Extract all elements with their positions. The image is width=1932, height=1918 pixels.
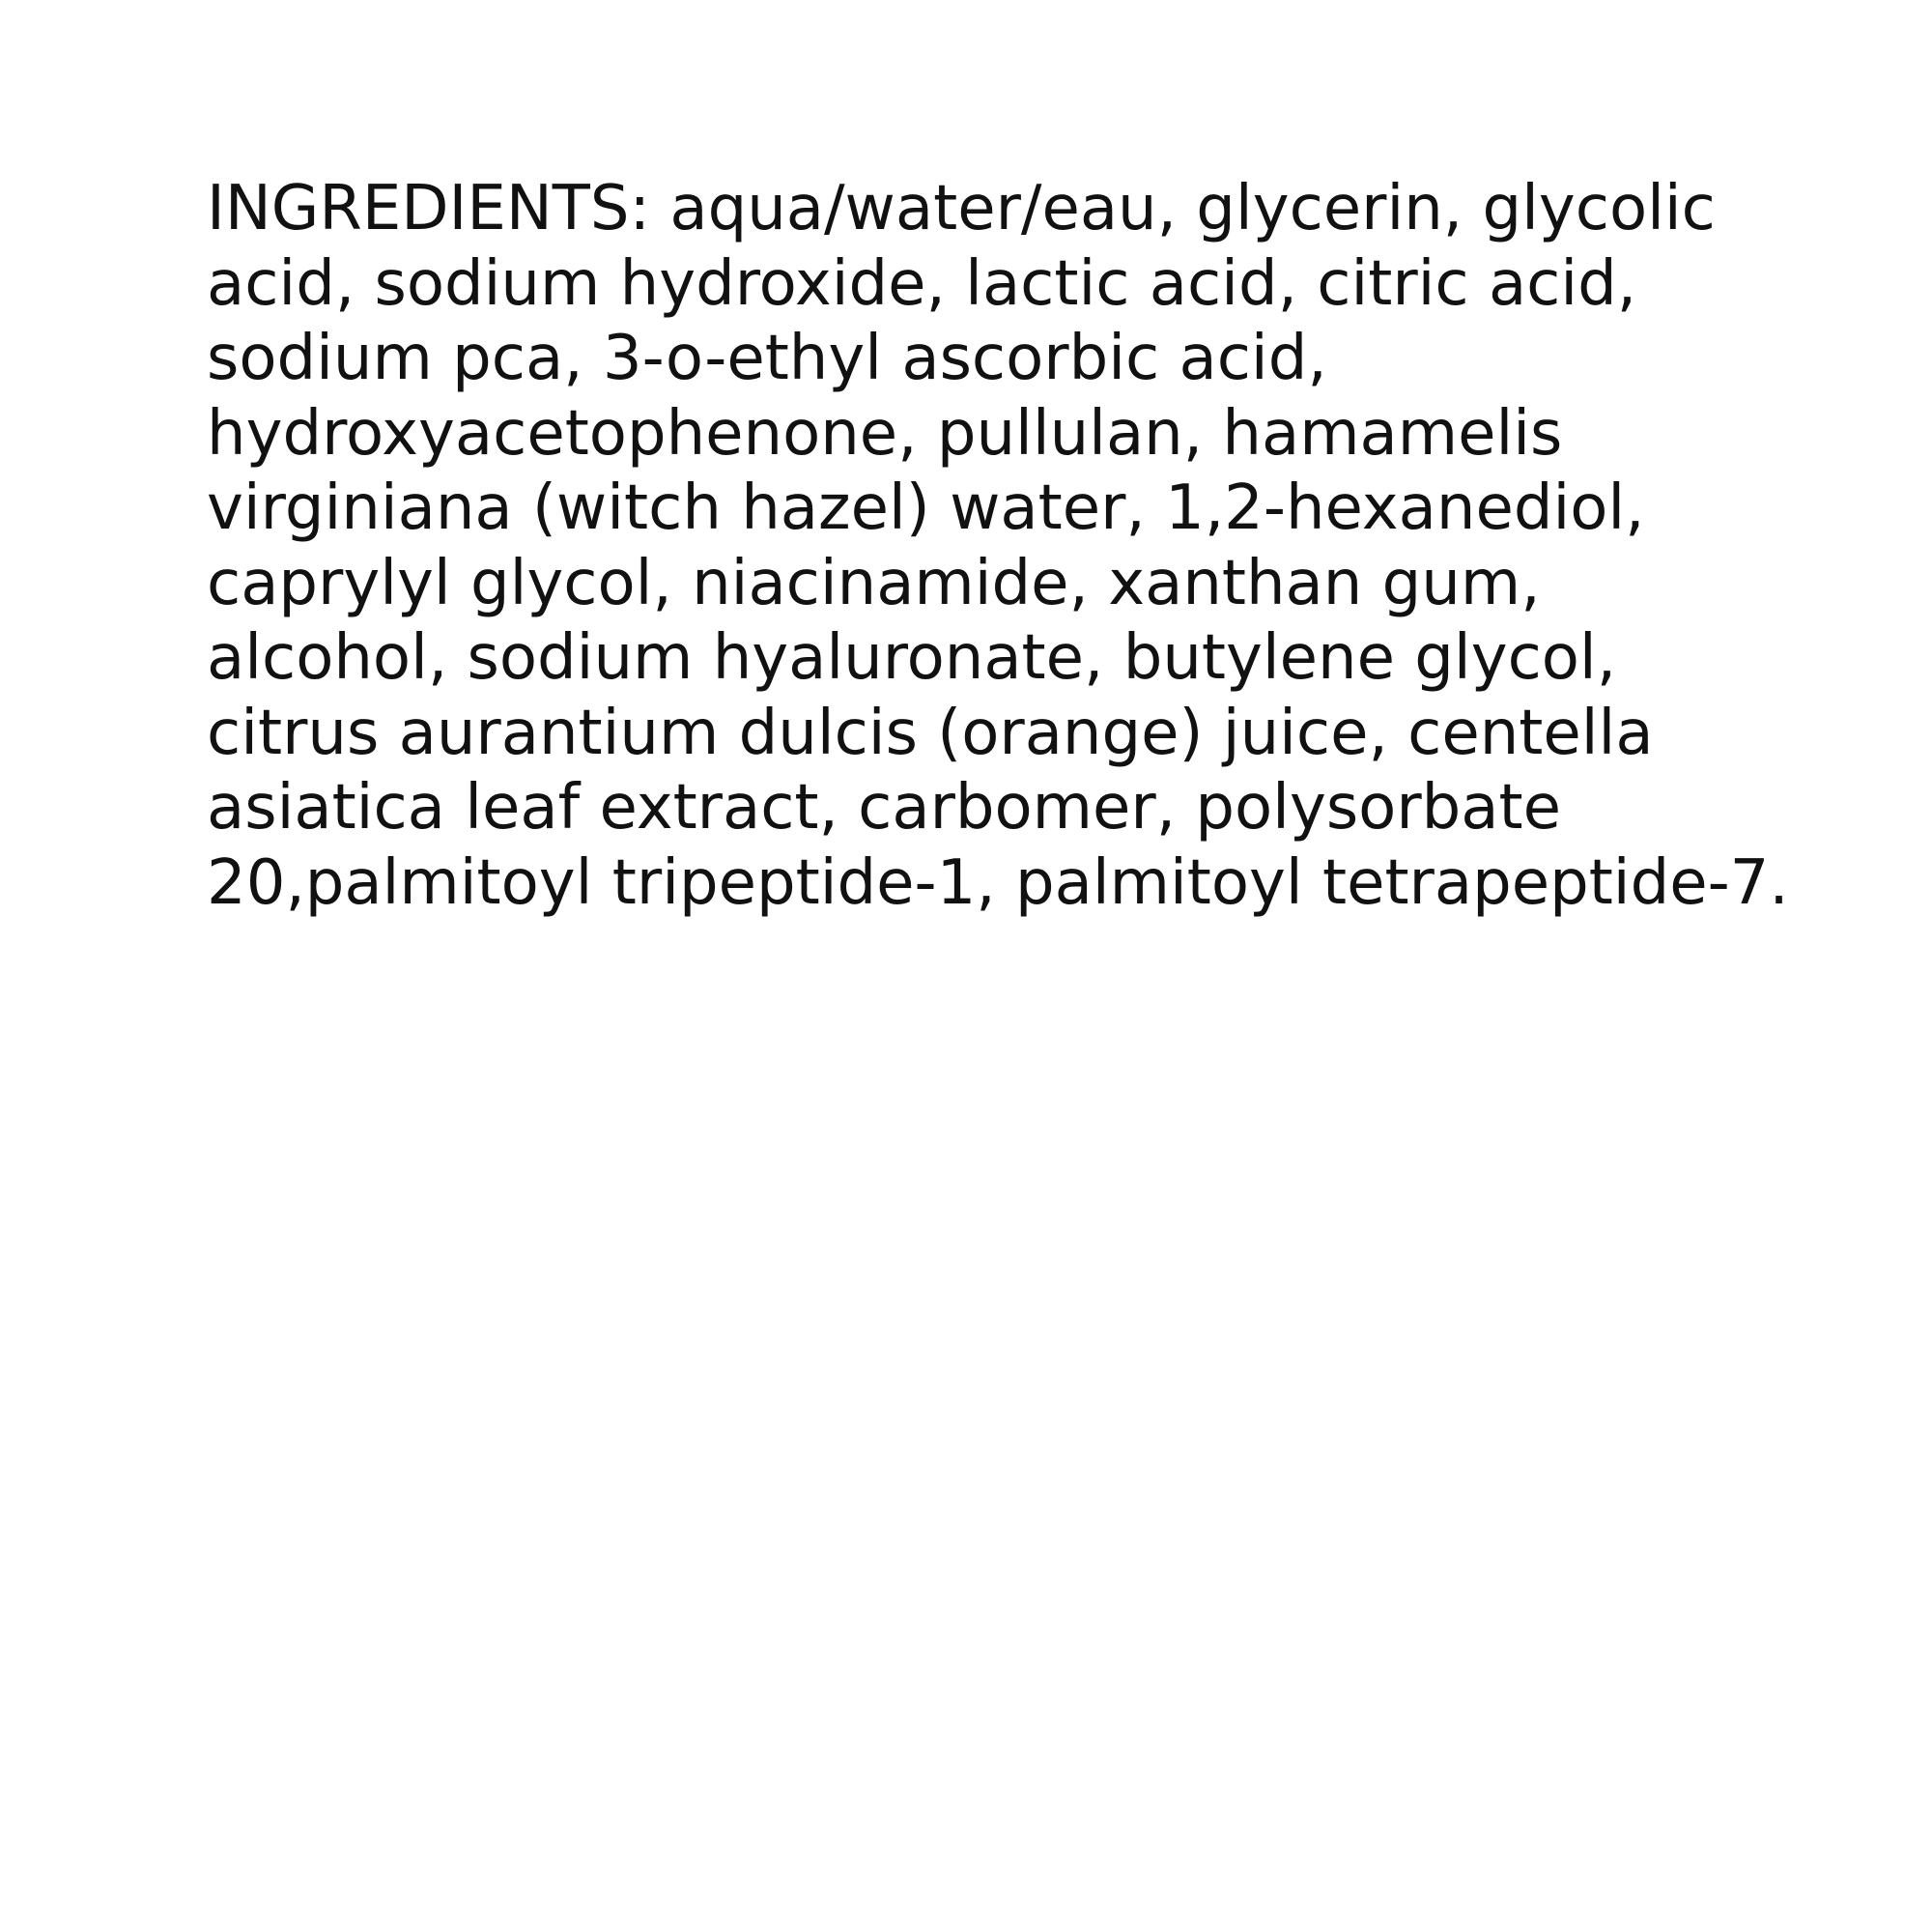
ingredients-line-6: caprylyl glycol, niacinamide, xanthan gum, — [207, 547, 1541, 619]
ingredients-line-1: INGREDIENTS: aqua/water/eau, glycerin, glycolic — [207, 173, 1716, 244]
ingredients-line-3: sodium pca, 3-o-ethyl ascorbic acid, — [207, 323, 1327, 394]
ingredients-text — [207, 172, 1791, 921]
ingredients-line-10: 20,palmitoyl tripeptide-1, palmitoyl tetrapeptide-7. — [207, 846, 1789, 919]
ingredients-line-8: citrus aurantium dulcis (orange) juice, centella — [207, 697, 1654, 769]
ingredients-line-7: alcohol, sodium hyaluronate, butylene glycol, — [207, 622, 1617, 694]
ingredients-line-4: hydroxyacetophenone, pullulan, hamamelis — [207, 397, 1563, 470]
ingredients-line-5: virginiana (witch hazel) water, 1,2-hexanediol, — [207, 472, 1645, 544]
ingredients-line-9: asiatica leaf extract, carbomer, polysorbate — [207, 772, 1561, 844]
ingredients-line-2: acid, sodium hydroxide, lactic acid, citric acid, — [207, 247, 1637, 320]
